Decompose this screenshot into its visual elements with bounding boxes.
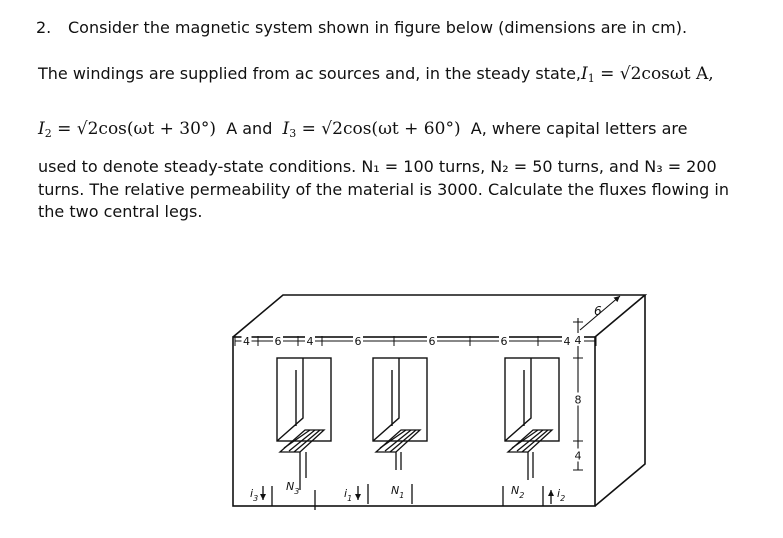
window-left xyxy=(277,358,331,441)
i2-equation: $I_2 = √2\cos(\omega t + 30^\circ)$ xyxy=(38,119,217,140)
current-arrows xyxy=(263,486,551,504)
height-dimension-label: 4 xyxy=(574,334,582,347)
coil-n1 xyxy=(376,430,420,470)
problem-intro: Consider the magnetic system shown in figure below (dimensions are in cm). xyxy=(68,18,688,37)
i1-equation: $I_1 = √2\cos\omega t$ A, xyxy=(581,64,714,85)
width-dimension-label: 4 xyxy=(306,335,314,348)
window-right xyxy=(505,358,559,441)
width-dimension-label: 6 xyxy=(274,335,282,348)
i3-equation: $I_3 = √2\cos(\omega t + 60^\circ)$ xyxy=(282,119,461,140)
width-dimension-label: 6 xyxy=(500,335,508,348)
i3-label: $i_3$ xyxy=(250,487,259,503)
height-dimension-label: 8 xyxy=(574,393,582,407)
i2-label: $i_2$ xyxy=(557,487,566,503)
problem-number: 2. xyxy=(36,18,52,37)
depth-label: 6 xyxy=(594,304,602,318)
i3-tail-text: A, where capital letters are xyxy=(460,119,688,138)
width-dimension-label: 6 xyxy=(428,335,436,348)
i1-label: $i_1$ xyxy=(344,487,353,503)
n1-label: $N_1$ xyxy=(391,484,405,500)
window-center xyxy=(373,358,427,441)
coil-n2 xyxy=(508,430,552,480)
height-dimension-label: 4 xyxy=(574,449,582,463)
width-dimension-label: 6 xyxy=(354,335,362,348)
n2-label: $N_2$ xyxy=(511,484,525,500)
problem-paragraph: used to denote steady-state conditions. N₁ = 100 turns, N₂ = 50 turns, and N₃ = 200 turns. The relative permeability of the material is 3000. Calculate the fluxes flowing in the two central legs. xyxy=(38,157,729,221)
problem-line2-text: The windings are supplied from ac sources and, in the steady state, xyxy=(38,64,581,83)
width-dimension-label: 4 xyxy=(243,335,250,348)
width-dimension-label: 4 xyxy=(563,335,571,348)
i2-unit-text: A and xyxy=(216,119,283,138)
n3-label: $N_3$ xyxy=(286,480,300,496)
